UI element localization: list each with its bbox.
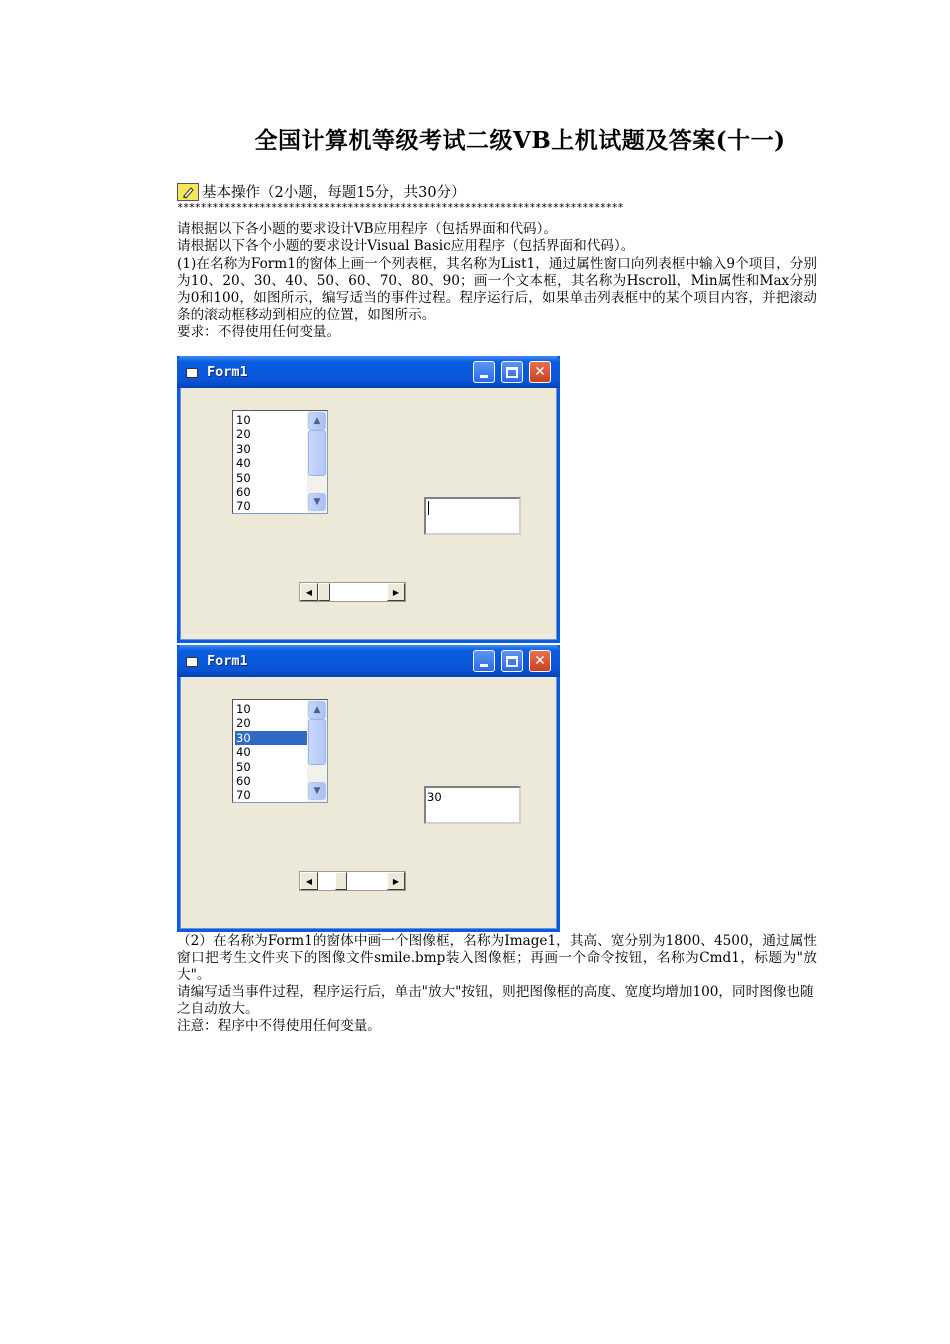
maximize-button[interactable] xyxy=(501,361,523,383)
list-item[interactable]: 60 xyxy=(236,774,251,789)
scroll-up-button[interactable] xyxy=(308,701,326,719)
scroll-thumb[interactable] xyxy=(308,719,326,765)
question-1-requirement: 要求：不得使用任何变量。 xyxy=(177,324,341,340)
scroll-down-button[interactable] xyxy=(308,782,326,800)
list-items xyxy=(235,413,307,514)
separator-line: **************************************************************************** xyxy=(177,202,624,214)
minimize-icon xyxy=(480,375,488,378)
form1-window-after xyxy=(177,645,560,932)
chevron-up-icon: ▲ xyxy=(313,416,321,426)
question-2-text: （2）在名称为Form1的窗体中画一个图像框，名称为Image1，其高、宽分别为1800、4500，通过属性窗口把考生文件夹下的图像文件smile.bmp装入图像框；再画一个命令按钮，名称为Cmd1，标题为"放大"。 xyxy=(177,933,817,983)
scroll-left-button[interactable] xyxy=(300,872,318,890)
list-item[interactable]: 70 xyxy=(236,499,251,514)
list-items xyxy=(235,702,307,803)
list-item[interactable]: 50 xyxy=(236,470,251,485)
intro-line-1: 请根据以下各小题的要求设计VB应用程序（包括界面和代码）。 xyxy=(177,221,558,237)
arrow-right-icon: ▶ xyxy=(392,587,400,597)
close-icon: ✕ xyxy=(534,653,546,669)
list-item[interactable]: 40 xyxy=(236,456,251,471)
form-icon xyxy=(186,657,198,667)
scroll-down-button[interactable] xyxy=(308,493,326,511)
close-button[interactable] xyxy=(529,650,551,672)
window-title: Form1 xyxy=(207,364,248,380)
chevron-up-icon: ▲ xyxy=(313,705,321,715)
maximize-button[interactable] xyxy=(501,650,523,672)
maximize-icon xyxy=(506,656,518,667)
list-item[interactable]: 30 xyxy=(236,441,251,456)
form1-window-initial xyxy=(177,356,560,643)
text1-textbox[interactable] xyxy=(424,497,521,535)
question-2-note: 注意：程序中不得使用任何变量。 xyxy=(177,1018,381,1034)
textbox-value: 30 xyxy=(427,790,442,804)
scroll-left-button[interactable] xyxy=(300,583,318,601)
arrow-right-icon: ▶ xyxy=(392,876,400,886)
list-item[interactable]: 70 xyxy=(236,788,251,803)
list1-listbox[interactable] xyxy=(232,699,328,803)
maximize-icon xyxy=(506,367,518,378)
scroll-thumb[interactable] xyxy=(308,430,326,476)
hscroll-thumb[interactable] xyxy=(335,872,347,890)
close-icon: ✕ xyxy=(534,364,546,380)
document-title: 全国计算机等级考试二级VB上机试题及答案(十一) xyxy=(254,127,786,154)
list-item[interactable]: 30 xyxy=(235,731,307,745)
list-item[interactable]: 20 xyxy=(236,427,251,442)
intro-line-2: 请根据以下各个小题的要求设计Visual Basic应用程序（包括界面和代码）。 xyxy=(177,238,635,254)
arrow-left-icon: ◀ xyxy=(305,587,313,597)
question-2-instruction: 请编写适当事件过程，程序运行后，单击"放大"按钮，则把图像框的高度、宽度均增加100，同时图像也随之自动放大。 xyxy=(177,984,814,1017)
text1-textbox[interactable] xyxy=(424,786,521,824)
window-titlebar xyxy=(177,645,560,677)
minimize-button[interactable] xyxy=(473,650,495,672)
chevron-down-icon: ▼ xyxy=(313,786,321,796)
list-item[interactable]: 40 xyxy=(236,745,251,760)
minimize-icon xyxy=(480,664,488,667)
section-heading xyxy=(177,181,466,202)
section-heading-text: 基本操作（2小题，每题15分，共30分） xyxy=(202,185,466,201)
list-vertical-scrollbar[interactable] xyxy=(307,700,327,802)
list-item[interactable]: 60 xyxy=(236,485,251,500)
arrow-left-icon: ◀ xyxy=(305,876,313,886)
list-item[interactable]: 50 xyxy=(236,759,251,774)
pencil-note-icon xyxy=(177,183,199,201)
list1-listbox[interactable] xyxy=(232,410,328,514)
hscroll-thumb[interactable] xyxy=(318,583,330,601)
text-caret xyxy=(428,501,429,515)
window-title: Form1 xyxy=(207,653,248,669)
close-button[interactable] xyxy=(529,361,551,383)
form-icon xyxy=(186,368,198,378)
chevron-down-icon: ▼ xyxy=(313,497,321,507)
scroll-up-button[interactable] xyxy=(308,412,326,430)
list-vertical-scrollbar[interactable] xyxy=(307,411,327,513)
list-item[interactable]: 10 xyxy=(236,702,251,716)
window-titlebar xyxy=(177,356,560,388)
question-1-text: (1)在名称为Form1的窗体上画一个列表框，其名称为List1，通过属性窗口向列表框中输入9个项目，分别为10、20、30、40、50、60、70、80、90；画一个文本框，其名称为Hscroll，Min属性和Max分别为0和100，如图所示，编写适当的事件过程。程序运行后，如果单击列表框中的某个项目内容，并把滚动条的滚动框移动到相应的位置，如图所示。 xyxy=(177,256,817,323)
scroll-right-button[interactable] xyxy=(387,872,405,890)
list-item[interactable]: 10 xyxy=(236,413,251,427)
scroll-right-button[interactable] xyxy=(387,583,405,601)
hscroll1-scrollbar[interactable] xyxy=(299,871,406,891)
list-item[interactable]: 20 xyxy=(236,716,251,731)
hscroll1-scrollbar[interactable] xyxy=(299,582,406,602)
minimize-button[interactable] xyxy=(473,361,495,383)
